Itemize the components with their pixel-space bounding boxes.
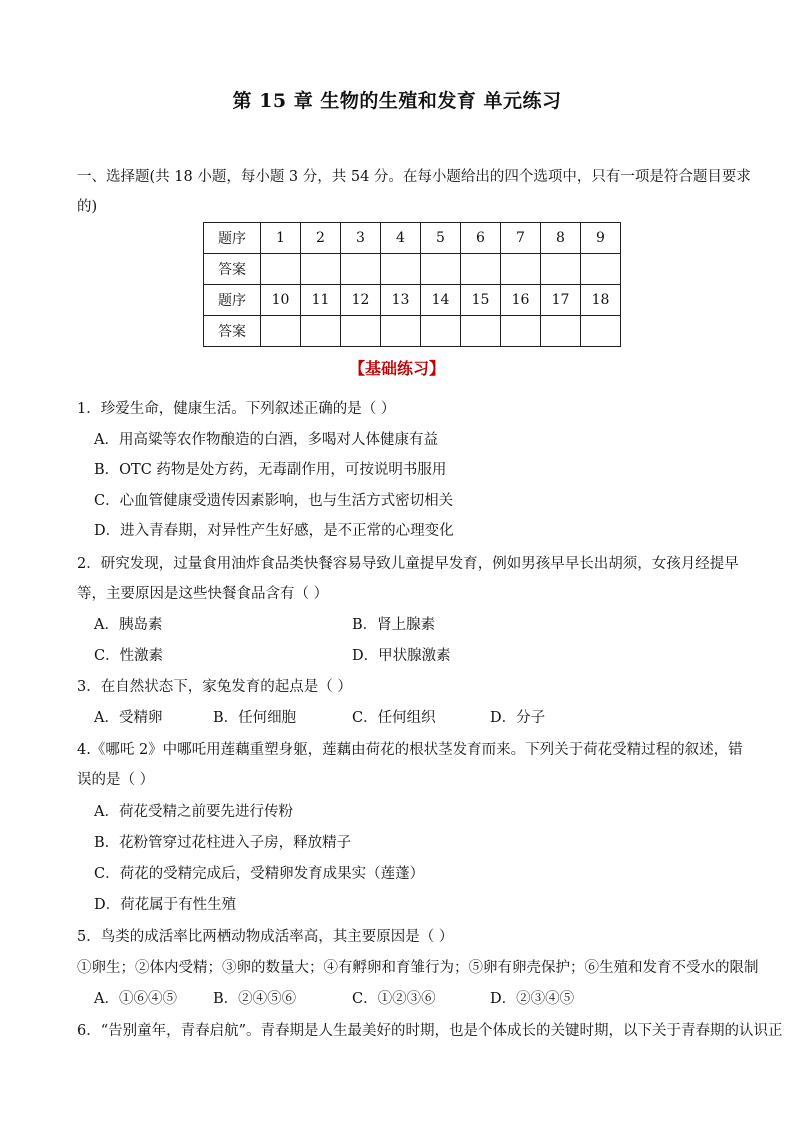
answer-cell[interactable]: [461, 316, 501, 347]
answer-cell[interactable]: [341, 316, 381, 347]
table-cell: 7: [501, 223, 541, 254]
table-cell: 15: [461, 285, 501, 316]
question-stem: 3．在自然状态下，家兔发育的起点是（ ）: [77, 679, 352, 695]
answer-cell[interactable]: [301, 254, 341, 285]
answer-cell[interactable]: [421, 254, 461, 285]
table-cell: 答案: [204, 254, 261, 285]
option-d[interactable]: D．甲状腺激素: [352, 648, 451, 664]
table-cell: 11: [301, 285, 341, 316]
answer-cell[interactable]: [501, 316, 541, 347]
option-c[interactable]: C．心血管健康受遗传因素影响，也与生活方式密切相关: [94, 493, 454, 509]
option-d[interactable]: D．②③④⑤: [490, 991, 575, 1007]
question-stem: 6．“告别童年，青春启航”。青春期是人生最美好的时期，也是个体成长的关键时期，以下关于青春期的认识正: [77, 1023, 783, 1039]
table-cell: 题序: [204, 223, 261, 254]
answer-cell[interactable]: [301, 316, 341, 347]
option-b[interactable]: B．②④⑤⑥: [213, 991, 297, 1007]
table-row: [204, 316, 621, 347]
option-c[interactable]: C．①②③⑥: [352, 991, 436, 1007]
option-d[interactable]: D．荷花属于有性生殖: [94, 897, 237, 913]
table-cell: 2: [301, 223, 341, 254]
option-a[interactable]: A．①⑥④⑤: [94, 991, 177, 1007]
answer-cell[interactable]: [421, 316, 461, 347]
question-stem: 4.《哪吒 2》中哪吒用莲藕重塑身躯，莲藕由荷花的根状茎发育而来。下列关于荷花受精过程的叙述，错误的是（ ）: [77, 742, 743, 788]
table-cell: 题序: [204, 285, 261, 316]
option-a[interactable]: A．荷花受精之前要先进行传粉: [94, 804, 293, 820]
answer-cell[interactable]: [381, 316, 421, 347]
option-b[interactable]: B．任何细胞: [213, 710, 297, 726]
answer-cell[interactable]: [341, 254, 381, 285]
option-c[interactable]: C．性激素: [94, 648, 164, 664]
table-cell: 18: [581, 285, 621, 316]
table-row: [204, 285, 621, 316]
table-cell: 5: [421, 223, 461, 254]
answer-cell[interactable]: [381, 254, 421, 285]
option-a[interactable]: A．受精卵: [94, 710, 163, 726]
question-stem: 2．研究发现，过量食用油炸食品类快餐容易导致儿童提早发育，例如男孩早早长出胡须，女孩月经提早等，主要原因是这些快餐食品含有（ ）: [77, 556, 739, 602]
question-stem: 1．珍爱生命，健康生活。下列叙述正确的是（ ）: [77, 401, 396, 417]
section-intro: 一、选择题(共 18 小题，每小题 3 分，共 54 分。在每小题给出的四个选项中，只有一项是符合题目要求的): [77, 169, 751, 215]
option-c[interactable]: C．荷花的受精完成后，受精卵发育成果实（莲蓬）: [94, 866, 425, 882]
table-cell: 4: [381, 223, 421, 254]
answer-table: [203, 222, 621, 347]
table-row: [204, 254, 621, 285]
option-b[interactable]: B．花粉管穿过花柱进入子房，释放精子: [94, 835, 352, 851]
table-cell: 17: [541, 285, 581, 316]
page-title: 第 15 章 生物的生殖和发育 单元练习: [232, 90, 562, 112]
practice-heading: 【基础练习】: [348, 359, 445, 378]
table-cell: 16: [501, 285, 541, 316]
answer-cell[interactable]: [581, 254, 621, 285]
table-cell: 6: [461, 223, 501, 254]
table-cell: 10: [261, 285, 301, 316]
table-cell: 12: [341, 285, 381, 316]
table-row: [204, 223, 621, 254]
question-stem: 5．鸟类的成活率比两栖动物成活率高，其主要原因是（ ）: [77, 929, 454, 945]
table-cell: 13: [381, 285, 421, 316]
answer-cell[interactable]: [541, 316, 581, 347]
option-d[interactable]: D．分子: [490, 710, 546, 726]
answer-cell[interactable]: [261, 254, 301, 285]
option-c[interactable]: C．任何组织: [352, 710, 436, 726]
answer-cell[interactable]: [541, 254, 581, 285]
table-cell: 14: [421, 285, 461, 316]
option-a[interactable]: A．胰岛素: [94, 617, 163, 633]
option-a[interactable]: A．用高粱等农作物酿造的白酒，多喝对人体健康有益: [94, 432, 438, 448]
option-d[interactable]: D．进入青春期，对异性产生好感，是不正常的心理变化: [94, 523, 454, 539]
table-cell: 8: [541, 223, 581, 254]
table-cell: 3: [341, 223, 381, 254]
question-note: ①卵生；②体内受精；③卵的数量大；④有孵卵和育雏行为；⑤卵有卵壳保护；⑥生殖和发育不受水的限制: [77, 960, 759, 976]
table-cell: 1: [261, 223, 301, 254]
answer-cell[interactable]: [581, 316, 621, 347]
answer-cell[interactable]: [501, 254, 541, 285]
table-cell: 答案: [204, 316, 261, 347]
answer-cell[interactable]: [261, 316, 301, 347]
option-b[interactable]: B．OTC 药物是处方药，无毒副作用，可按说明书服用: [94, 462, 447, 478]
table-cell: 9: [581, 223, 621, 254]
answer-cell[interactable]: [461, 254, 501, 285]
option-b[interactable]: B．肾上腺素: [352, 617, 436, 633]
